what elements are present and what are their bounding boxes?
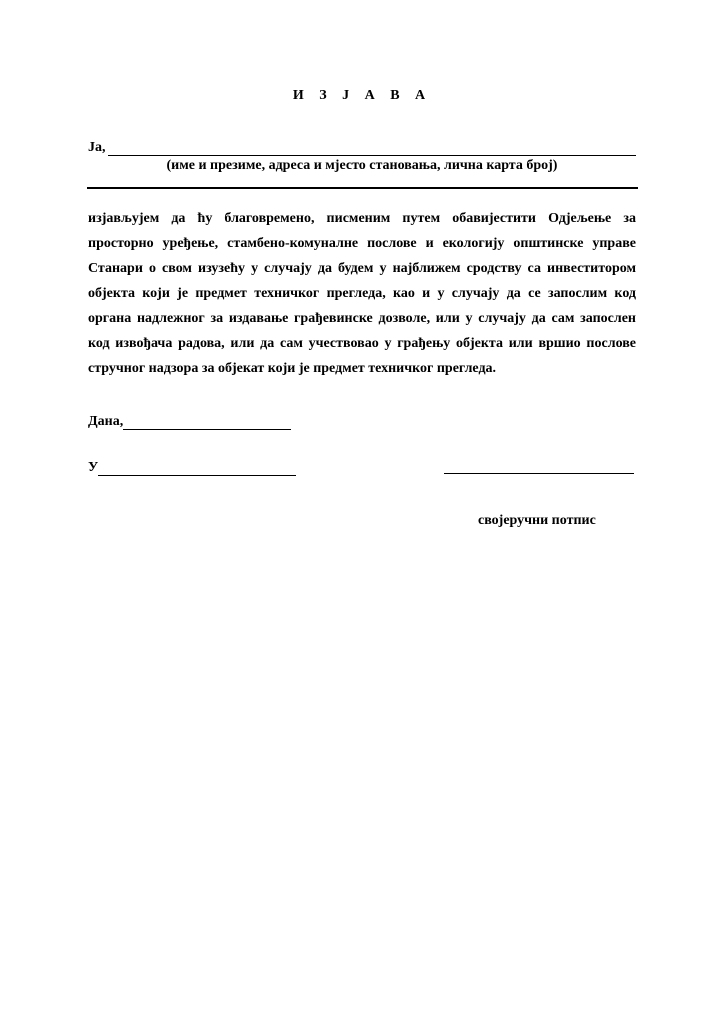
declaration-body [88, 206, 636, 381]
name-address-row [88, 140, 636, 156]
declaration-line: стручног надзора за објекат који је предмет техничког прегледа. [88, 361, 497, 376]
date-blank-line [123, 417, 291, 430]
signature-blank-line [444, 473, 634, 474]
declaration-line: код извођача радова, или да сам учествовао у грађењу објекта или вршио послове [88, 336, 636, 351]
date-label: Дана, [88, 414, 124, 429]
place-blank-line [98, 463, 296, 476]
declaration-line: органа надлежног за издавање грађевинске дозволе, или у случају да сам запослен [88, 311, 636, 326]
name-address-blank-line [108, 143, 637, 156]
declaration-line: просторно уређење, стамбено-комуналне послове и екологију општинске управе [88, 236, 636, 251]
place-row [88, 460, 296, 476]
date-row [88, 414, 291, 430]
ja-label: Ја, [88, 140, 106, 155]
document-title: И З Ј А В А [292, 88, 432, 103]
signature-label: својеручни потпис [478, 513, 596, 528]
name-address-hint: (име и презиме, адреса и мјесто становања, лична карта број) [166, 158, 558, 173]
declaration-line: изјављујем да ћу благовремено, писменим путем обавијестити Одјељење за [88, 211, 636, 226]
declaration-line: објекта који је предмет техничког прегледа, као и у случају да се запослим код [88, 286, 636, 301]
horizontal-rule [87, 187, 638, 189]
place-label: У [88, 460, 99, 475]
declaration-line: Станари о свом изузећу у случају да будем у најближем сродству са инвеститором [88, 261, 636, 276]
